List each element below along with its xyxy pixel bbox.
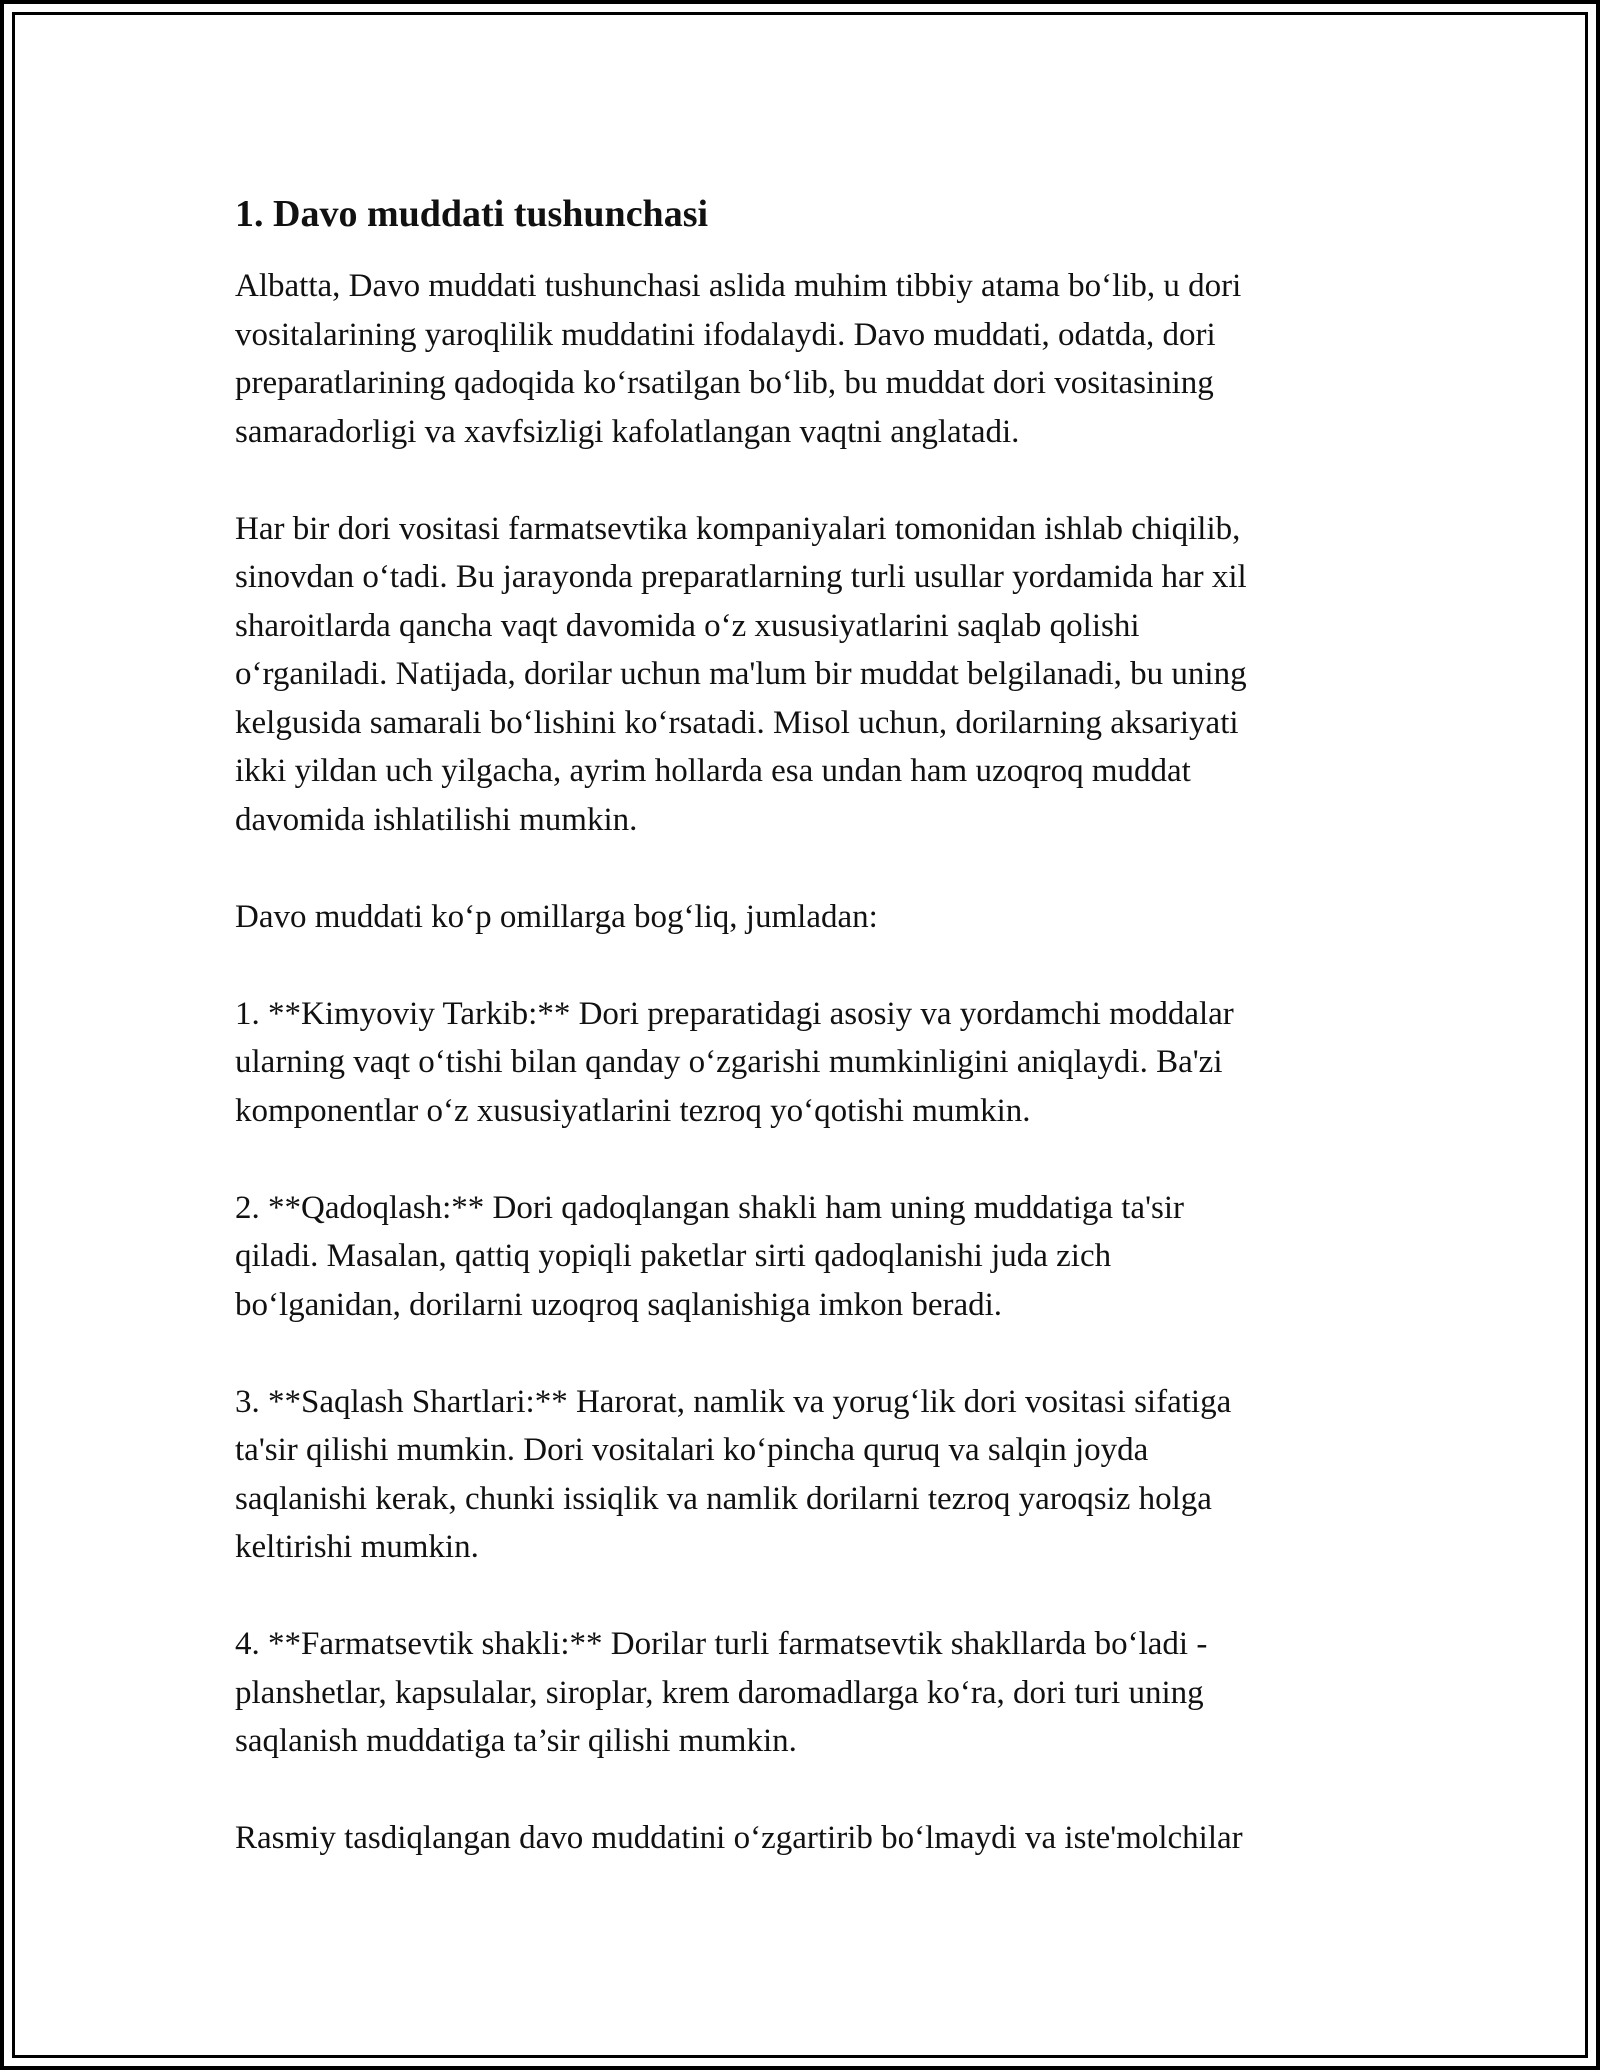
document-body (235, 186, 1365, 1911)
paragraph-closing: Rasmiy tasdiqlangan davo muddatini o‘zgartirib bo‘lmaydi va iste'molchilar (235, 1820, 1243, 1856)
list-item-packaging: 2. **Qadoqlash:** Dori qadoqlangan shakli ham uning muddatiga ta'sir qiladi. Masalan, qattiq yopiqli paketlar sirti qadoqlanishi juda zich bo‘lganidan, dorilarni uzoqroq saqlanishiga imkon beradi. (235, 1189, 1185, 1323)
paragraph-development: Har bir dori vositasi farmatsevtika kompaniyalari tomonidan ishlab chiqilib, sinovdan o‘tadi. Bu jarayonda preparatlarning turli usullar yordamida har xil sharoitlarda qancha vaqt davomida o‘z xususiyatlarini saqlab qolishi o‘rganiladi. Natijada, dorilar uchun ma'lum bir muddat belgilanadi, bu uning kelgusida samarali bo‘lishini ko‘rsatadi. Misol uchun, dorilarning aksariyati ikki yildan uch yilgacha, ayrim hollarda esa undan ham uzoqroq muddat davomida ishlatilishi mumkin. (235, 510, 1247, 838)
list-item-chemical-composition: 1. **Kimyoviy Tarkib:** Dori preparatidagi asosiy va yordamchi moddalar ularning vaqt o‘tishi bilan qanday o‘zgarishi mumkinligini aniqlaydi. Ba'zi komponentlar o‘z xususiyatlarini tezroq yo‘qotishi mumkin. (235, 995, 1234, 1129)
list-item-storage-conditions: 3. **Saqlash Shartlari:** Harorat, namlik va yorug‘lik dori vositasi sifatiga ta'sir qilishi mumkin. Dori vositalari ko‘pincha quruq va salqin joyda saqlanishi kerak, chunki issiqlik va namlik dorilarni tezroq yaroqsiz holga keltirishi mumkin. (235, 1383, 1232, 1565)
section-heading: 1. Davo muddati tushunchasi (235, 193, 709, 235)
paragraph-factors-intro: Davo muddati ko‘p omillarga bog‘liq, jumladan: (235, 898, 878, 935)
paragraph-intro: Albatta, Davo muddati tushunchasi aslida muhim tibbiy atama bo‘lib, u dori vositalarining yaroqlilik muddatini ifodalaydi. Davo muddati, odatda, dori preparatlarining qadoqida ko‘rsatilgan bo‘lib, bu muddat dori vositasining samaradorligi va xavfsizligi kafolatlangan vaqtni anglatadi. (235, 268, 1242, 450)
list-item-pharmaceutical-form: 4. **Farmatsevtik shakli:** Dorilar turli farmatsevtik shakllarda bo‘ladi - planshetlar, kapsulalar, siroplar, krem daromadlarga ko‘ra, dori turi uning saqlanish muddatiga ta’sir qilishi mumkin. (235, 1626, 1208, 1759)
